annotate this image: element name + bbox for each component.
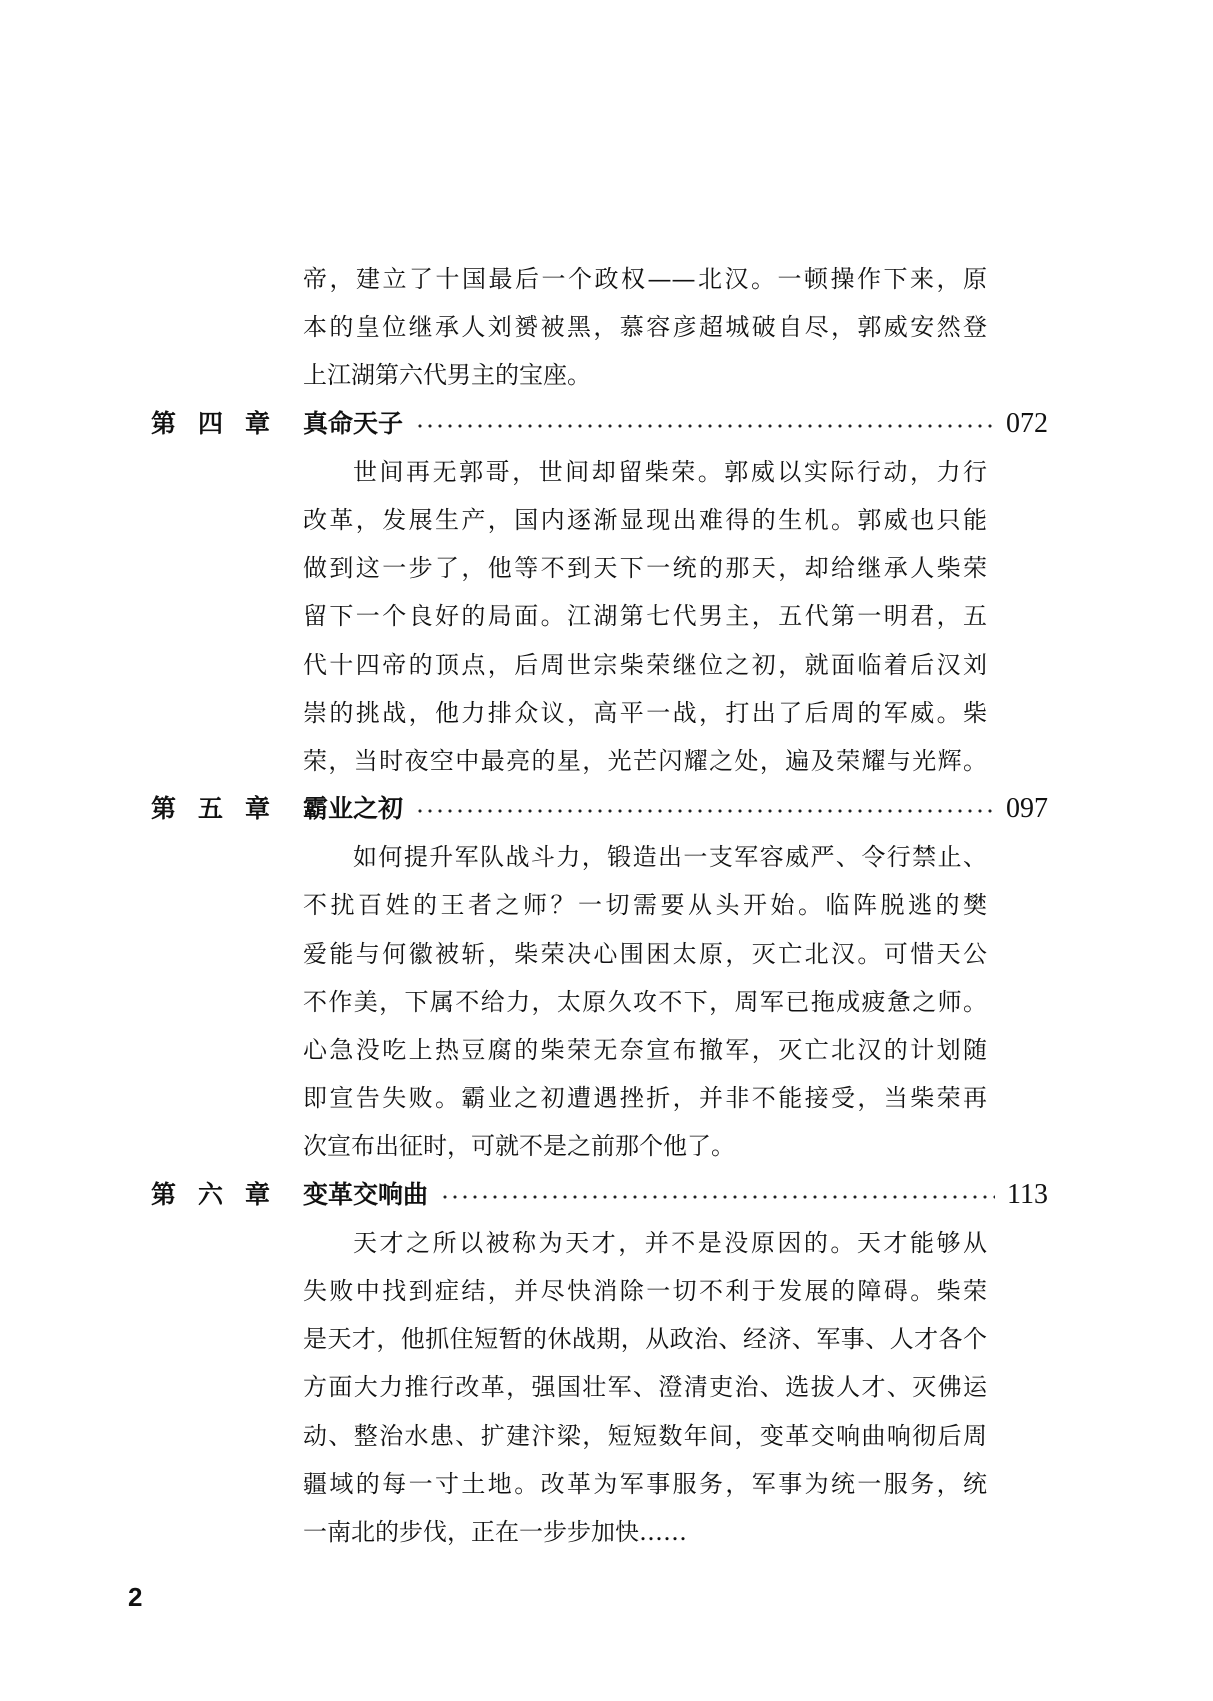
summary-line: 方面大力推行改革，强国壮军、澄清吏治、选拔人才、灭佛运: [303, 1373, 987, 1402]
summary-line: 代十四帝的顶点，后周世宗柴荣继位之初，就面临着后汉刘: [303, 650, 987, 679]
chapter-heading: [151, 1171, 1048, 1219]
summary-line: 一南北的步伐，正在一步步加快……: [303, 1517, 687, 1546]
summary-line: 即宣告失败。霸业之初遭遇挫折，并非不能接受，当柴荣再: [303, 1084, 987, 1113]
summary-line: 次宣布出征时，可就不是之前那个他了。: [303, 1132, 735, 1161]
table-of-contents: [151, 255, 1048, 1556]
summary-line: 荣，当时夜空中最亮的星，光芒闪耀之处，遍及荣耀与光辉。: [303, 746, 987, 775]
summary-line: 上江湖第六代男主的宝座。: [303, 361, 591, 390]
leader-dots: [415, 423, 994, 429]
chapter-title: 霸业之初: [303, 794, 404, 824]
summary-line: 是天才，他抓住短暂的休战期，从政治、经济、军事、人才各个: [303, 1325, 987, 1354]
chapter-page-number: 113: [1007, 1178, 1048, 1210]
summary-line: 不扰百姓的王者之师？一切需要从头开始。临阵脱逃的樊: [303, 891, 987, 920]
summary-line: 失败中找到症结，并尽快消除一切不利于发展的障碍。柴荣: [303, 1276, 987, 1305]
chapter-heading: [151, 785, 1048, 833]
summary-line: 留下一个良好的局面。江湖第七代男主，五代第一明君，五: [303, 602, 987, 631]
summary-line: 崇的挑战，他力排众议，高平一战，打出了后周的军威。柴: [303, 698, 987, 727]
summary-line: 改革，发展生产，国内逐渐显现出难得的生机。郭威也只能: [303, 505, 987, 534]
chapter-title: 变革交响曲: [303, 1179, 429, 1209]
summary-line: 不作美，下属不给力，太原久攻不下，周军已拖成疲惫之师。: [303, 987, 987, 1016]
summary-line: 疆域的每一寸土地。改革为军事服务，军事为统一服务，统: [303, 1469, 987, 1498]
summary-line: 爱能与何徽被斩，柴荣决心围困太原，灭亡北汉。可惜天公: [303, 939, 987, 968]
chapter-label: 第五章: [151, 794, 293, 824]
leader-dots: [415, 808, 994, 814]
chapter-label: 第六章: [151, 1179, 293, 1209]
chapter-page-number: 097: [1006, 793, 1048, 825]
summary-line: 帝，建立了十国最后一个政权——北汉。一顿操作下来，原: [303, 265, 987, 293]
summary-line: 动、整治水患、扩建汴梁，短短数年间，变革交响曲响彻后周: [303, 1421, 987, 1450]
chapter-heading: [151, 400, 1048, 448]
chapter-page-number: 072: [1006, 407, 1048, 439]
summary-line: 本的皇位继承人刘赟被黑，慕容彦超城破自尽，郭威安然登: [303, 313, 987, 342]
summary-line: 世间再无郭哥，世间却留柴荣。郭威以实际行动，力行: [353, 457, 987, 486]
summary-line: 天才之所以被称为天才，并不是没原因的。天才能够从: [353, 1228, 987, 1257]
chapter-title: 真命天子: [303, 408, 404, 438]
page-number: 2: [128, 1582, 143, 1612]
summary-line: 心急没吃上热豆腐的柴荣无奈宣布撤军，灭亡北汉的计划随: [303, 1036, 987, 1064]
chapter-label: 第四章: [151, 408, 293, 438]
summary-line: 如何提升军队战斗力，锻造出一支军容威严、令行禁止、: [353, 843, 987, 872]
leader-dots: [440, 1194, 995, 1200]
summary-line: 做到这一步了，他等不到天下一统的那天，却给继承人柴荣: [303, 554, 987, 583]
